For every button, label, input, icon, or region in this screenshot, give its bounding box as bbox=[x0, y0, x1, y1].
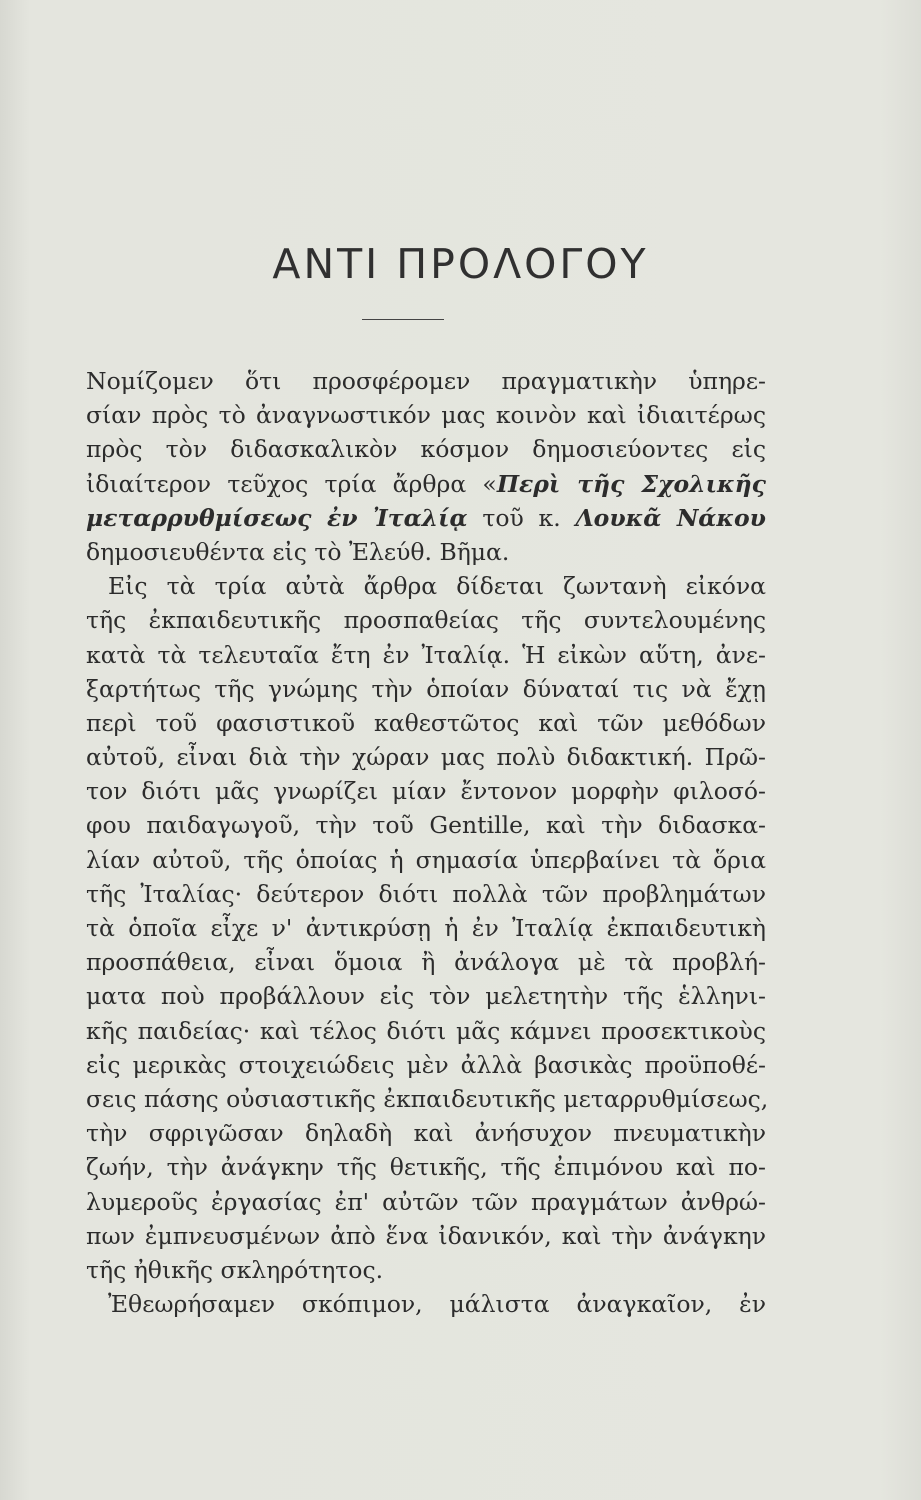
text-line: αὐτοῦ, εἶναι διὰ τὴν χώραν μας πολὺ διδακτική. Πρῶ- bbox=[86, 743, 766, 772]
text-line: κατὰ τὰ τελευταῖα ἔτη ἐν Ἰταλίᾳ. Ἡ εἰκὼν αὕτη, ἀνε- bbox=[86, 640, 766, 669]
text-line: κῆς παιδείας· καὶ τέλος διότι μᾶς κάμνει προσεκτικοὺς bbox=[86, 1016, 766, 1045]
text-line: πων ἐμπνευσμένων ἀπὸ ἕνα ἰδανικόν, καὶ τὴν ἀνάγκην bbox=[86, 1221, 766, 1250]
text-segment: τοῦ κ. bbox=[467, 503, 576, 532]
text-line: εἰς μερικὰς στοιχειώδεις μὲν ἀλλὰ βασικὰς προϋποθέ- bbox=[86, 1050, 766, 1079]
text-line: λίαν αὐτοῦ, τῆς ὁποίας ἡ σημασία ὑπερβαίνει τὰ ὅρια bbox=[86, 845, 766, 874]
text-line: τῆς ἠθικῆς σκληρότητος. bbox=[86, 1255, 384, 1284]
text-line: σίαν πρὸς τὸ ἀναγνωστικόν μας κοινὸν καὶ ἰδιαιτέρως bbox=[86, 401, 766, 430]
text-line: σεις πάσης οὐσιαστικῆς ἐκπαιδευτικῆς μεταρρυθμίσεως, bbox=[86, 1084, 769, 1113]
text-line: ζωήν, τὴν ἀνάγκην τῆς θετικῆς, τῆς ἐπιμόνου καὶ πο- bbox=[86, 1153, 766, 1182]
article-title-emphasis: Περὶ τῆς Σχολικῆς bbox=[496, 469, 766, 498]
text-line bbox=[86, 467, 766, 501]
author-name-emphasis: Λουκᾶ Νάκου bbox=[575, 503, 766, 532]
text-segment: ἰδιαίτερον τεῦχος τρία ἄρθρα « bbox=[86, 469, 497, 498]
article-title-emphasis: μεταρρυθμίσεως ἐν Ἰταλίᾳ bbox=[86, 503, 468, 532]
text-line: τῆς Ἰταλίας· δεύτερον διότι πολλὰ τῶν προβλημάτων bbox=[86, 879, 766, 908]
text-line bbox=[86, 501, 766, 535]
text-line: πρὸς τὸν διδασκαλικὸν κόσμον δημοσιεύοντες εἰς bbox=[86, 435, 766, 464]
text-line: δημοσιευθέντα εἰς τὸ Ἐλεύθ. Βῆμα. bbox=[86, 537, 510, 566]
text-line: ξαρτήτως τῆς γνώμης τὴν ὁποίαν δύναταί τις νὰ ἔχῃ bbox=[86, 674, 766, 703]
text-line: τὰ ὁποῖα εἶχε ν' ἀντικρύσῃ ἡ ἐν Ἰταλίᾳ ἐκπαιδευτικὴ bbox=[86, 914, 766, 942]
text-line: φου παιδαγωγοῦ, τὴν τοῦ Gentille, καὶ τὴν διδασκα- bbox=[86, 811, 766, 840]
text-line: τῆς ἐκπαιδευτικῆς προσπαθείας τῆς συντελουμένης bbox=[86, 606, 766, 635]
text-line: Νομίζομεν ὅτι προσφέρομεν πραγματικὴν ὑπηρε- bbox=[86, 367, 766, 395]
text-line: Ἐθεωρήσαμεν σκόπιμον, μάλιστα ἀναγκαῖον, ἐν bbox=[108, 1290, 766, 1319]
title-rule bbox=[362, 319, 444, 320]
text-line: τον διότι μᾶς γνωρίζει μίαν ἔντονον μορφὴν φιλοσό- bbox=[86, 777, 766, 806]
text-line: τὴν σφριγῶσαν δηλαδὴ καὶ ἀνήσυχον πνευματικὴν bbox=[86, 1119, 766, 1148]
text-line: περὶ τοῦ φασιστικοῦ καθεστῶτος καὶ τῶν μεθόδων bbox=[86, 708, 766, 737]
text-line: ματα ποὺ προβάλλουν εἰς τὸν μελετητὴν τῆς ἑλληνι- bbox=[86, 982, 766, 1011]
text-line: Εἰς τὰ τρία αὐτὰ ἄρθρα δίδεται ζωντανὴ εἰκόνα bbox=[108, 572, 766, 601]
page-title: ΑΝΤΙ ΠΡΟΛΟΓΟΥ bbox=[272, 240, 649, 288]
text-line: λυμεροῦς ἐργασίας ἐπ' αὐτῶν τῶν πραγμάτων ἀνθρώ- bbox=[86, 1187, 766, 1216]
body-text bbox=[86, 364, 769, 1321]
text-line: προσπάθεια, εἶναι ὅμοια ἢ ἀνάλογα μὲ τὰ προβλή- bbox=[86, 948, 766, 977]
